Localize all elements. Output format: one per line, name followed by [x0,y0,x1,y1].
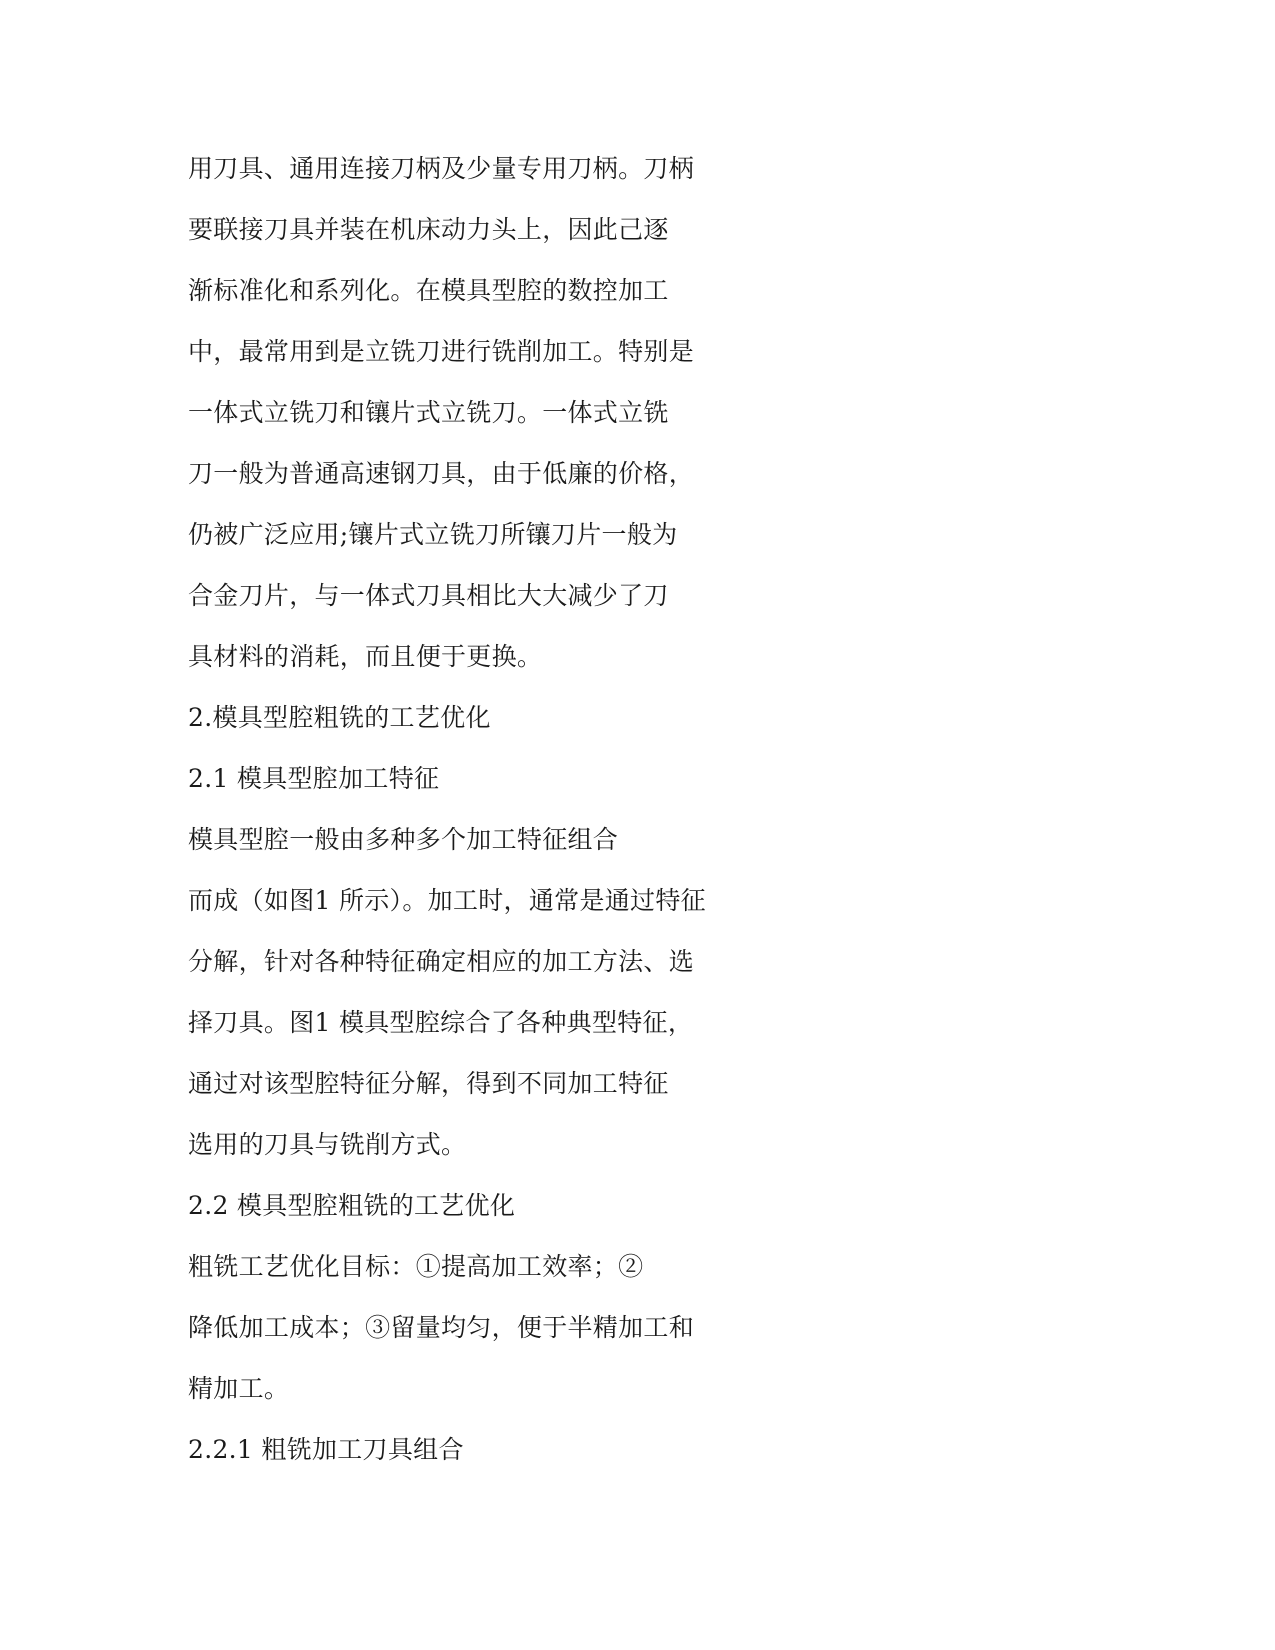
text-line: 而成（如图1 所示）。加工时，通常是通过特征 [188,886,706,915]
text-line: 合金刀片，与一体式刀具相比大大减少了刀 [188,581,669,610]
subsubsection-heading: 2.2.1 粗铣加工刀具组合 [188,1435,464,1464]
text-line: 仍被广泛应用;镶片式立铣刀所镶刀片一般为 [188,520,678,549]
text-line: 模具型腔一般由多种多个加工特征组合 [188,825,619,854]
text-line: 通过对该型腔特征分解，得到不同加工特征 [188,1069,669,1098]
text-line: 中，最常用到是立铣刀进行铣削加工。特别是 [188,337,695,366]
section-heading: 2.模具型腔粗铣的工艺优化 [188,703,491,732]
text-line: 选用的刀具与铣削方式。 [188,1130,467,1159]
text-line: 降低加工成本；③留量均匀，便于半精加工和 [188,1313,695,1342]
subsection-heading: 2.1 模具型腔加工特征 [188,764,440,793]
text-line: 要联接刀具并装在机床动力头上，因此己逐 [188,215,669,244]
text-line: 精加工。 [188,1374,290,1403]
text-line: 粗铣工艺优化目标：①提高加工效率；② [188,1252,644,1281]
text-line: 择刀具。图1 模具型腔综合了各种典型特征， [188,1008,694,1037]
text-line: 分解，针对各种特征确定相应的加工方法、选 [188,947,695,976]
body-text [188,138,748,1480]
text-line: 渐标准化和系列化。在模具型腔的数控加工 [188,276,669,305]
text-line: 具材料的消耗，而且便于更换。 [188,642,543,671]
text-line: 用刀具、通用连接刀柄及少量专用刀柄。刀柄 [188,154,695,183]
text-line: 刀一般为普通高速钢刀具，由于低廉的价格， [188,459,695,488]
subsection-heading: 2.2 模具型腔粗铣的工艺优化 [188,1191,516,1220]
text-line: 一体式立铣刀和镶片式立铣刀。一体式立铣 [188,398,669,427]
